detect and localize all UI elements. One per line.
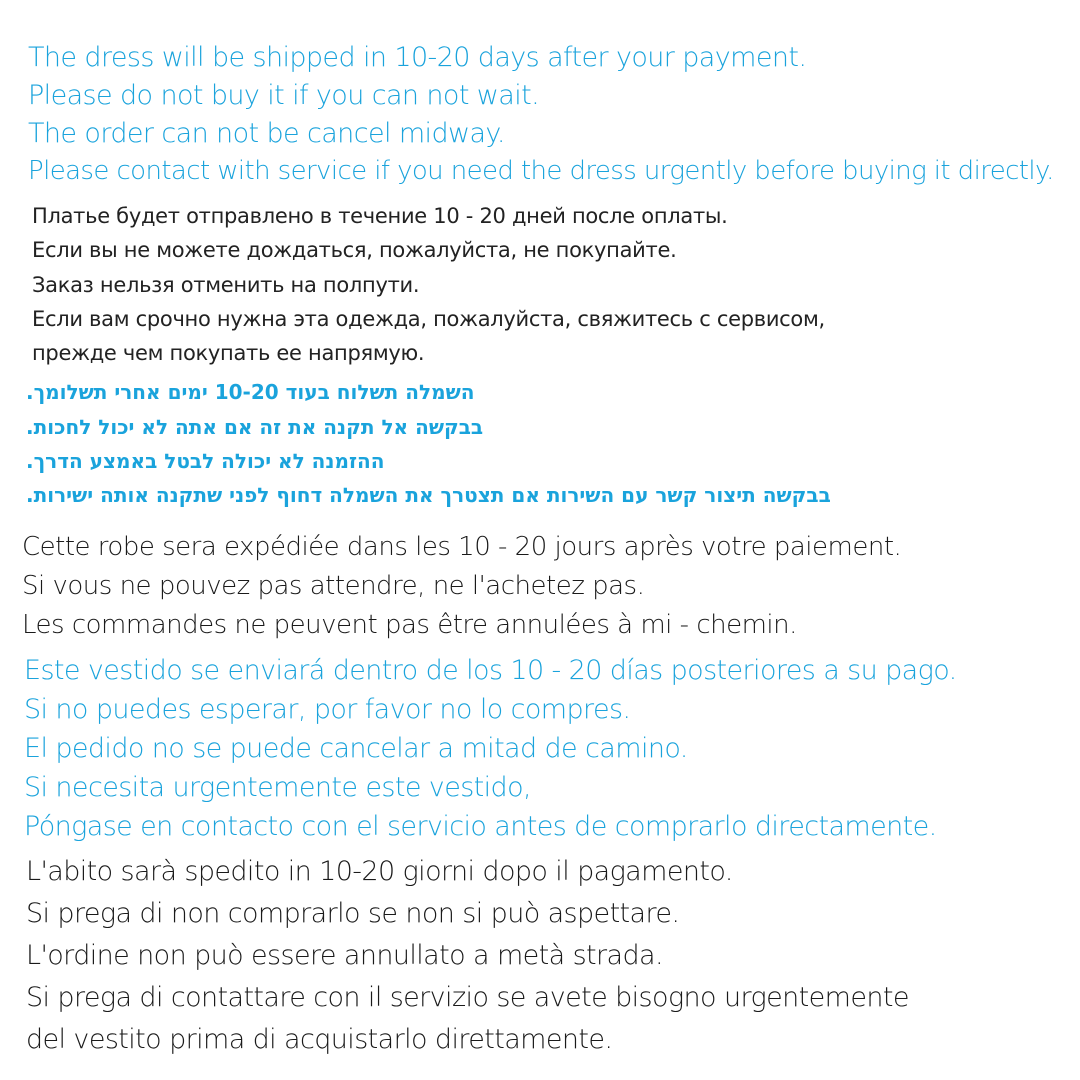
french-line-1: Cette robe sera expédiée dans les 10 - 20 jours après votre paiement. (22, 532, 902, 562)
french-line-2: Si vous ne pouvez pas attendre, ne l'achetez pas. (22, 571, 645, 601)
italian-line-5: del vestito prima di acquistarlo direttamente. (26, 1024, 613, 1055)
english-line-4: Please contact with service if you need the dress urgently before buying it directly. (28, 156, 1054, 186)
hebrew-line-3: ההזמנה לא יכולה לבטל באמצע הדרך. (26, 449, 385, 473)
italian-line-3: L'ordine non può essere annullato a metà strada. (26, 940, 663, 971)
hebrew-line-4: בבקשה תיצור קשר עם השירות אם תצטרך את השמלה דחוף לפני שתקנה אותה ישירות. (26, 483, 831, 507)
hebrew-line-2: בבקשה אל תקנה את זה אם אתה לא יכול לחכות. (26, 415, 484, 439)
spanish-line-5: Póngase en contacto con el servicio antes de comprarlo directamente. (24, 811, 937, 842)
russian-line-5: прежде чем покупать ее напрямую. (32, 341, 425, 365)
russian-line-1: Платье будет отправлено в течение 10 - 20 дней после оплаты. (32, 204, 728, 228)
english-line-1: The dress will be shipped in 10-20 days after your payment. (28, 42, 807, 73)
spanish-line-4: Si necesita urgentemente este vestido, (24, 772, 531, 803)
french-line-3: Les commandes ne peuvent pas être annulées à mi - chemin. (22, 610, 797, 640)
italian-line-4: Si prega di contattare con il servizio se avete bisogno urgentemente (26, 982, 909, 1013)
spanish-line-2: Si no puedes esperar, por favor no lo compres. (24, 694, 631, 725)
russian-line-2: Если вы не можете дождаться, пожалуйста, не покупайте. (32, 238, 677, 262)
english-line-2: Please do not buy it if you can not wait. (28, 80, 540, 111)
russian-line-4: Если вам срочно нужна эта одежда, пожалуйста, свяжитесь с сервисом, (32, 307, 825, 331)
italian-line-1: L'abito sarà spedito in 10-20 giorni dopo il pagamento. (26, 856, 733, 887)
english-line-3: The order can not be cancel midway. (28, 118, 505, 149)
hebrew-line-1: השמלה תשלוח בעוד 10-20 ימים אחרי תשלומך. (26, 380, 475, 404)
russian-line-3: Заказ нельзя отменить на полпути. (32, 273, 420, 297)
italian-line-2: Si prega di non comprarlo se non si può aspettare. (26, 898, 680, 929)
spanish-line-3: El pedido no se puede cancelar a mitad de camino. (24, 733, 688, 764)
spanish-line-1: Este vestido se enviará dentro de los 10 - 20 días posteriores a su pago. (24, 655, 957, 686)
